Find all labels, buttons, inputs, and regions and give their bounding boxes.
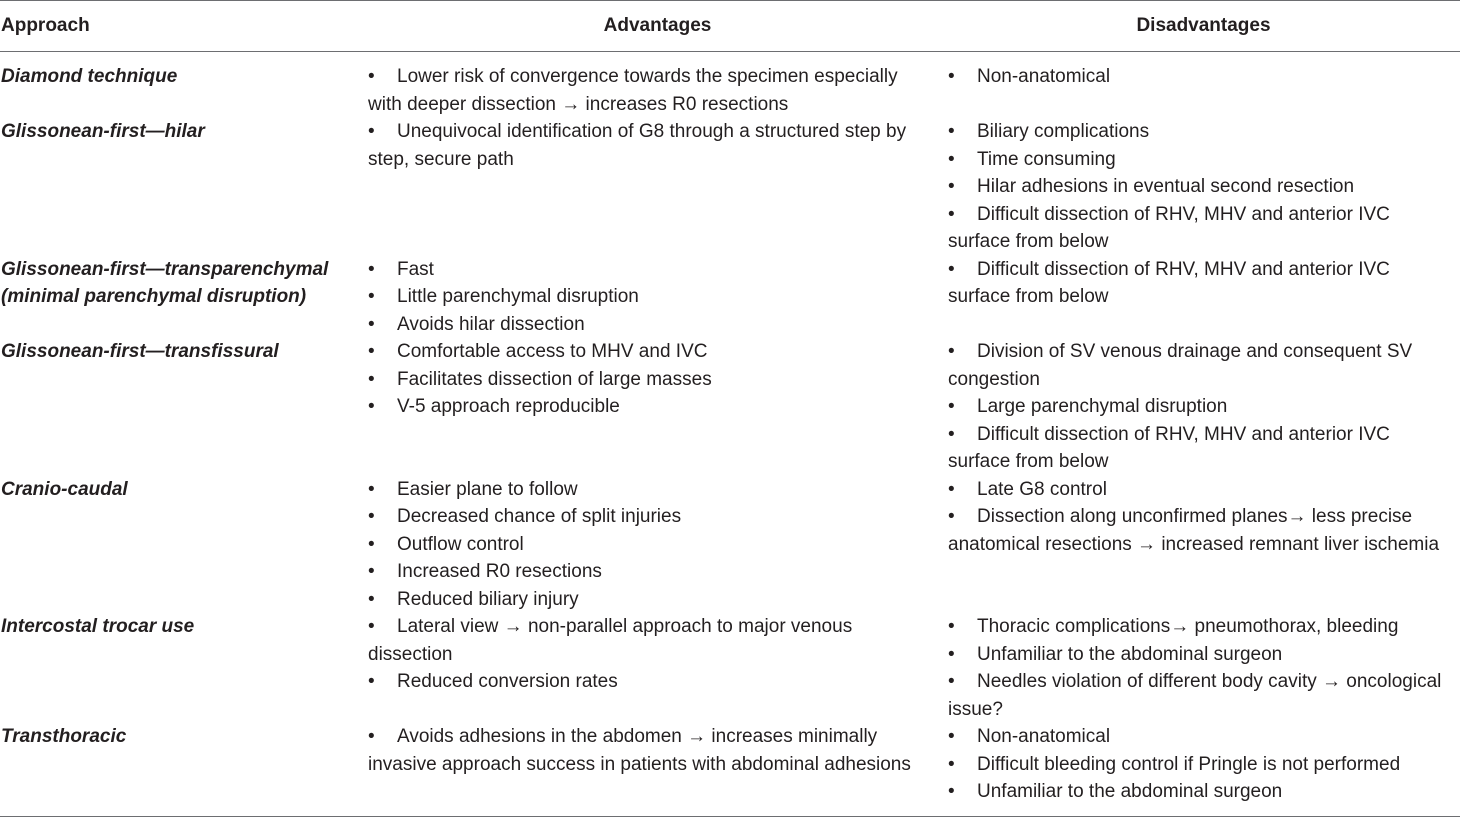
- disadvantage-item: [948, 63, 1456, 91]
- advantage-item: [368, 366, 934, 394]
- advantages-cell: [368, 613, 948, 723]
- disadvantage-text: Unfamiliar to the abdominal surgeon: [977, 643, 1283, 665]
- disadvantages-cell: [948, 613, 1460, 723]
- bullet-icon: [368, 311, 397, 339]
- bullet-icon: [368, 338, 397, 366]
- advantage-text: V-5 approach reproducible: [397, 396, 620, 417]
- disadvantage-text: Dissection along unconfirmed planes→ less precise anatomical resections → increased remnant liver ischemia: [948, 506, 1440, 555]
- disadvantage-text: Thoracic complications→ pneumothorax, bleeding: [977, 616, 1399, 637]
- bullet-icon: [948, 201, 977, 229]
- advantage-item: [368, 311, 934, 339]
- bullet-icon: [948, 421, 977, 449]
- approach-cell: Cranio-caudal: [1, 478, 128, 500]
- bullet-icon: [948, 503, 977, 531]
- bullet-icon: [368, 531, 397, 559]
- bullet-icon: [368, 503, 397, 531]
- advantages-cell: [368, 118, 948, 256]
- advantages-cell: [368, 723, 948, 806]
- disadvantage-text: Difficult bleeding control if Pringle is not performed: [977, 753, 1401, 775]
- bullet-icon: [948, 641, 977, 669]
- advantage-text: Decreased chance of split injuries: [397, 506, 682, 527]
- disadvantage-item: [948, 338, 1456, 393]
- bullet-icon: [948, 723, 977, 751]
- table-row: [0, 338, 1460, 476]
- header-disadvantages: Disadvantages: [1136, 15, 1271, 36]
- bullet-icon: [368, 723, 397, 751]
- advantage-item: [368, 558, 934, 586]
- approach-cell: Transthoracic: [1, 726, 127, 747]
- disadvantage-item: [948, 256, 1456, 311]
- disadvantages-cell: [948, 723, 1460, 806]
- bullet-icon: [368, 393, 397, 421]
- disadvantage-item: [948, 146, 1456, 174]
- advantages-cell: [368, 63, 948, 118]
- disadvantage-text: Hilar adhesions in eventual second resection: [977, 176, 1355, 197]
- bullet-icon: [948, 778, 977, 806]
- table-row: [0, 63, 1460, 118]
- bullet-icon: [368, 256, 397, 284]
- approach-cell: Glissonean-first—transparenchymal (minimal parenchymal disruption): [1, 258, 329, 307]
- disadvantage-item: [948, 778, 1456, 806]
- advantage-item: [368, 118, 934, 173]
- bullet-icon: [948, 118, 977, 146]
- disadvantage-text: Division of SV venous drainage and consequent SV congestion: [948, 341, 1413, 390]
- advantage-text: Little parenchymal disruption: [397, 286, 639, 307]
- advantage-text: Lower risk of convergence towards the specimen especially with deeper dissection → increases R0 resections: [368, 66, 898, 115]
- bullet-icon: [368, 118, 397, 146]
- table-header: [0, 1, 1460, 52]
- bullet-icon: [368, 558, 397, 586]
- advantage-item: [368, 531, 934, 559]
- bullet-icon: [368, 63, 397, 91]
- table-row: [0, 613, 1460, 723]
- advantage-item: [368, 393, 934, 421]
- advantage-item: [368, 283, 934, 311]
- approach-cell: Intercostal trocar use: [1, 616, 195, 637]
- bullet-icon: [948, 476, 977, 504]
- bullet-icon: [368, 283, 397, 311]
- advantage-item: [368, 586, 934, 614]
- disadvantage-item: [948, 668, 1456, 723]
- advantage-text: Facilitates dissection of large masses: [397, 368, 712, 390]
- disadvantage-item: [948, 503, 1456, 558]
- table-row: [0, 723, 1460, 806]
- disadvantage-text: Needles violation of different body cavity → oncological issue?: [948, 671, 1442, 720]
- advantage-text: Comfortable access to MHV and IVC: [397, 341, 708, 362]
- bullet-icon: [948, 63, 977, 91]
- advantage-item: [368, 256, 934, 284]
- approach-cell: Glissonean-first—hilar: [1, 121, 205, 142]
- disadvantage-text: Difficult dissection of RHV, MHV and anterior IVC surface from below: [948, 258, 1390, 307]
- bullet-icon: [948, 668, 977, 696]
- disadvantages-cell: [948, 256, 1460, 339]
- bullet-icon: [948, 393, 977, 421]
- disadvantage-text: Large parenchymal disruption: [977, 396, 1228, 417]
- advantage-text: Avoids adhesions in the abdomen → increases minimally invasive approach success in patients with abdominal adhesions: [368, 726, 911, 775]
- disadvantages-cell: [948, 476, 1460, 614]
- disadvantage-text: Difficult dissection of RHV, MHV and anterior IVC surface from below: [948, 423, 1390, 472]
- advantage-text: Outflow control: [397, 533, 524, 555]
- disadvantage-item: [948, 421, 1456, 476]
- disadvantage-text: Time consuming: [977, 148, 1116, 170]
- advantage-item: [368, 613, 934, 668]
- disadvantage-text: Late G8 control: [977, 478, 1107, 500]
- bullet-icon: [948, 173, 977, 201]
- approach-cell: Glissonean-first—transfissural: [1, 341, 279, 362]
- advantage-text: Lateral view → non-parallel approach to major venous dissection: [368, 616, 853, 665]
- approach-cell: Diamond technique: [1, 66, 178, 87]
- header-advantages: Advantages: [603, 15, 712, 36]
- disadvantage-text: Difficult dissection of RHV, MHV and anterior IVC surface from below: [948, 203, 1390, 252]
- disadvantage-item: [948, 201, 1456, 256]
- table-row: [0, 118, 1460, 256]
- disadvantage-item: [948, 751, 1456, 779]
- advantage-item: [368, 338, 934, 366]
- table-body: [0, 52, 1460, 816]
- bullet-icon: [948, 256, 977, 284]
- disadvantage-item: [948, 393, 1456, 421]
- advantage-text: Increased R0 resections: [397, 561, 602, 582]
- bullet-icon: [948, 751, 977, 779]
- advantage-text: Unequivocal identification of G8 through a structured step by step, secure path: [368, 121, 907, 170]
- advantage-item: [368, 723, 934, 778]
- advantages-cell: [368, 476, 948, 614]
- advantages-cell: [368, 338, 948, 476]
- advantage-text: Reduced conversion rates: [397, 671, 618, 692]
- bullet-icon: [948, 146, 977, 174]
- disadvantage-item: [948, 173, 1456, 201]
- bullet-icon: [368, 586, 397, 614]
- disadvantages-cell: [948, 338, 1460, 476]
- advantages-cell: [368, 256, 948, 339]
- disadvantages-cell: [948, 118, 1460, 256]
- advantage-text: Fast: [397, 258, 434, 280]
- disadvantages-cell: [948, 63, 1460, 118]
- bullet-icon: [948, 613, 977, 641]
- disadvantage-item: [948, 118, 1456, 146]
- advantage-item: [368, 668, 934, 696]
- table-row: [0, 476, 1460, 614]
- bullet-icon: [368, 476, 397, 504]
- advantage-text: Easier plane to follow: [397, 478, 578, 500]
- advantage-text: Reduced biliary injury: [397, 588, 579, 610]
- bullet-icon: [368, 668, 397, 696]
- advantage-text: Avoids hilar dissection: [397, 313, 585, 335]
- header-approach: Approach: [1, 15, 90, 36]
- disadvantage-item: [948, 723, 1456, 751]
- bullet-icon: [948, 338, 977, 366]
- disadvantage-text: Biliary complications: [977, 121, 1150, 142]
- advantage-item: [368, 476, 934, 504]
- advantage-item: [368, 63, 934, 118]
- advantage-item: [368, 503, 934, 531]
- disadvantage-text: Non-anatomical: [977, 726, 1111, 747]
- bullet-icon: [368, 366, 397, 394]
- table-row: [0, 256, 1460, 339]
- disadvantage-item: [948, 613, 1456, 641]
- bullet-icon: [368, 613, 397, 641]
- disadvantage-item: [948, 641, 1456, 669]
- disadvantage-text: Non-anatomical: [977, 66, 1111, 87]
- disadvantage-text: Unfamiliar to the abdominal surgeon: [977, 781, 1283, 802]
- disadvantage-item: [948, 476, 1456, 504]
